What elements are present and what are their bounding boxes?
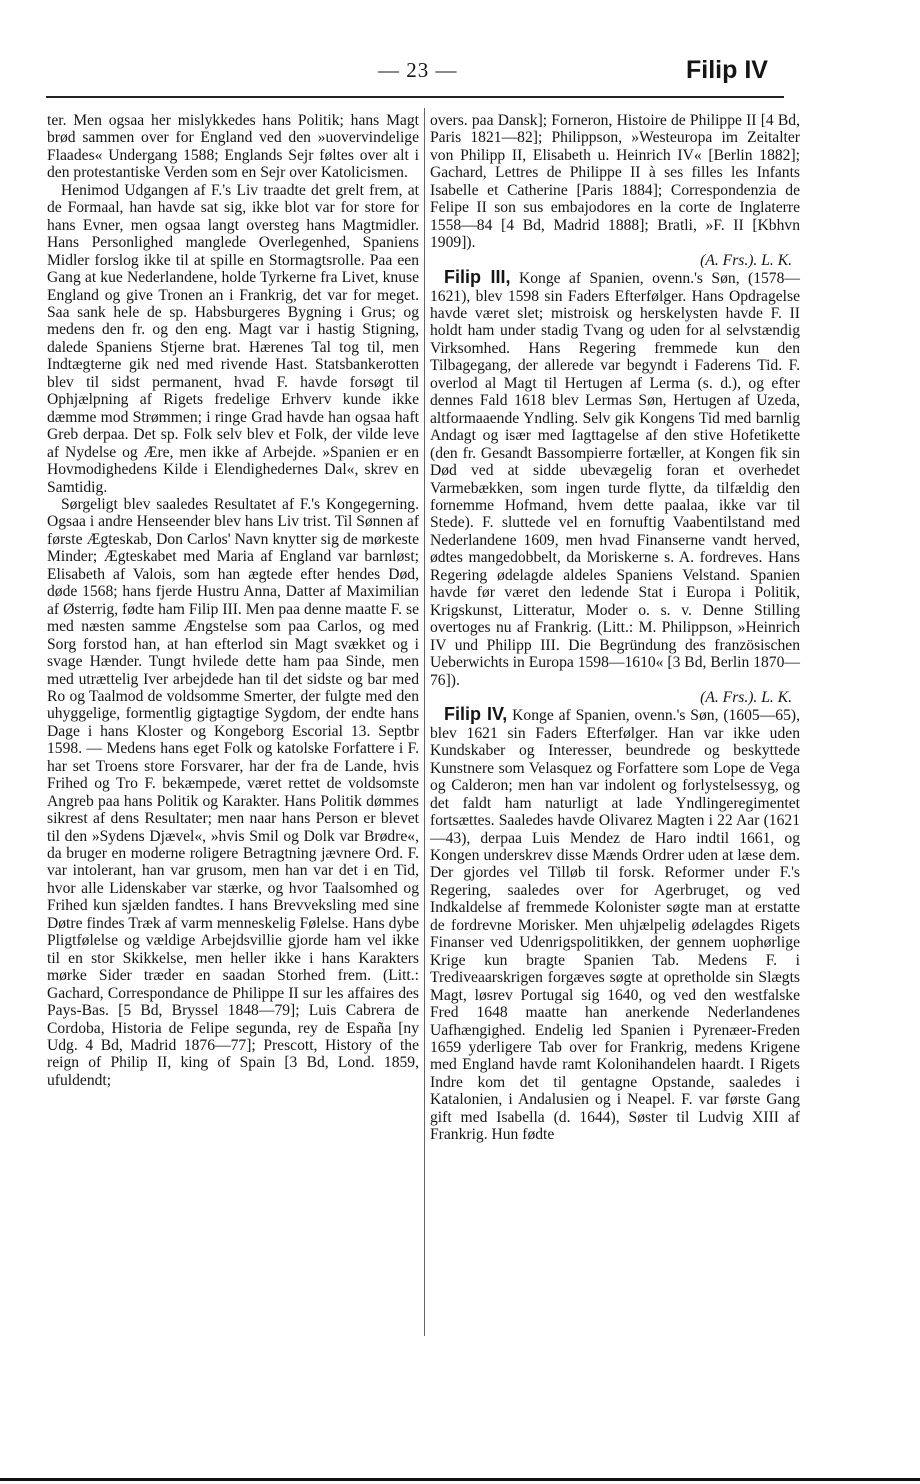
page-bottom-edge <box>0 1478 920 1481</box>
left-paragraph-2: Henimod Udgangen af F.'s Liv traadte det grelt frem, at de Formaal, han havde sat sig, ikke blot var for store for hans Evner, men ogsaa langt oversteg hans Magtmidler. Hans Personlighed manglede Overlegenhed, Spaniens Midler forslog ikke til at spille en Stormagtsrolle. Paa een Gang at kue Nederlandene, holde Tyrkerne fra Livet, knuse England og give Tronen an i Frankrig, det var for meget. Saa sank hele de sp. Habsburgeres Bygning i Grus; og medens den fr. og den eng. Magt var i hastig Stigning, dalede Spaniens Stjerne brat. Hærenes Tal tog til, men Indtægterne gik ned med rivende Hast. Statsbankerotten blev til sidst permanent, hvad F. havde forsøgt til Ophjælpning af Rigets fredelige Erhverv kunde ikke dæmme mod Strømmen; i ringe Grad havde han ogsaa haft Greb derpaa. Det sp. Folk selv blev et Folk, der vilde leve af Nydelse og Ære, men ikke af Arbejde. »Spanien er en Hovmodighedens Kilde i Elendighedernes Dal«, skrev en Samtidig. <box>47 181 419 496</box>
entry-filip-iv <box>430 706 800 1143</box>
headword-filip-iv: Filip IV, <box>444 704 508 725</box>
column-divider <box>424 108 425 1336</box>
left-paragraph-3: Sørgeligt blev saaledes Resultatet af F.'s Kongegerning. Ogsaa i andre Henseender blev hans Liv trist. Til Sønnen af første Ægteskab, Don Carlos' Navn knytter sig de mørkeste Minder; Ægteskabet med Maria af England var barnløst; Elisabeth af Valois, som han ægtede efter hendes Død, døde 1568; hans fjerde Hustru Anna, Datter af Maximilian af Østerrig, fødte ham Filip III. Men paa denne maatte F. se med næsten samme Ængstelse som paa Carlos, og med Sorg forstod han, at han efterlod sin Magt svækket og i svage Hænder. Tungt hvilede dette ham paa Sinde, men med utrættelig Iver arbejdede han til det sidste og bar med Ro og Taalmod de voldsomme Smerter, der fulgte med den uhyggelige, formentlig gigtagtige Sygdom, der endte hans Dage i hans Kloster og Kongeborg Escorial 13. Septbr 1598. — Medens hans eget Folk og katolske Forfattere i F. har set Troens store Forsvarer, har der fra de Lande, hvis Frihed og Tro F. bekæmpede, været rettet de voldsomste Angreb paa hans Politik og Karakter. Hans Politik dømmes sikrest af dens Resultater; men naar hans Person er blevet til den »Sydens Djævel«, »hvis Smil og Dolk var Brødre«, da bruger en moderne roligere Betragtning jævnere Ord. F. var intolerant, han var grusom, men han var det i en Tid, hvor alle Lidenskaber var stærke, og hvor Taalsomhed og Frihed kun sjælden fandtes. I hans Brevveksling med sine Døtre findes Træk af varm menneskelig Følelse. Hans dybe Pligtfølelse og vældige Arbejdsvillie gjorde ham vel ikke til en stor Skikkelse, men heller ikke i hans Karakters mørke Sider træder en saadan Storhed frem. (Litt.: Gachard, Correspondance de Philippe II sur les affaires des Pays-Bas. [5 Bd, Bryssel 1848—79]; Luis Cabrera de Cordoba, Historia de Felipe segunda, rey de España [ny Udg. 4 Bd, Madrid 1876—77]; Prescott, History of the reign of Philip II, king of Spain [3 Bd, Lond. 1859, ufuldendt; <box>47 495 420 1089</box>
header-rule <box>46 96 784 98</box>
entry-filip-iii <box>430 269 800 689</box>
right-paragraph-1: overs. paa Dansk]; Forneron, Histoire de Philippe II [4 Bd, Paris 1821—82]; Philippson, »Westeuropa im Zeitalter von Philipp II, Elisabeth u. Heinrich IV« [Berlin 1882]; Gachard, Lettres de Philippe II à ses filles les Infants Isabelle et Catherine [Paris 1884]; Correspondenzia de Felipe II son sus embajodores en la corte de Inglaterre 1558—84 [4 Bd, Madrid 1888]; Bratli, »F. II [Kbhvn 1909]). <box>430 112 800 252</box>
headword-filip-iii: Filip III, <box>444 267 511 288</box>
right-column <box>430 112 800 1144</box>
running-head: Filip IV <box>686 56 768 84</box>
left-column <box>47 112 419 1089</box>
page-header <box>0 56 920 96</box>
left-paragraph-1: ter. Men ogsaa her mislykkedes hans Politik; hans Magt brød sammen over for England ved den »uovervindelige Flaades« Undergang 1588; Englands Sejr føltes over alt i den protestantiske Verden som en Sejr over Katolicismen. <box>47 112 419 182</box>
entry-filip-iv-body: Konge af Spanien, ovenn.'s Søn, (1605—65), blev 1621 sin Faders Efterfølger. Han var ikke uden Kundskaber og Interesser, beundrede og beskyttede Kunstnere som Velasquez og Forfattere som Lope de Vega og Calderon; men han var indolent og forlystelsessyg, og det faldt ham naturligt at lade Yndlingeregimentet fortsættes. Saaledes havde Olivarez Magten i 22 Aar (1621—43), derpaa Luis Mendez de Haro indtil 1661, og Kongen underskrev disse Mænds Ordrer uden at læse dem. Der gjordes vel Tilløb til forsk. Reformer under F.'s Regering, saaledes over for Agerbruget, og ved Indkaldelse af fremmede Kolonister søgte man at erstatte de fordrevne Morisker. Men uhjælpelig ødelagdes Rigets Finanser ved Udenrigspolitikken, der gennem uophørlige Krige kun bragte Spanien Tab. Medens F. i Trediveaarskrigen forgæves søgte at opretholde sin Slægts Magt, løsrev Portugal sig 1640, og ved den westfalske Fred 1648 maatte han anerkende Nederlandenes Uafhængighed. Endelig led Spanien i Pyrenæer-Freden 1659 yderligere Tab over for Frankrig, medens Krigene med England havde ramt Kolonihandelen haardt. I Rigets Indre kom det til gentagne Opstande, saaledes i Katalonien, i Andalusien og i Neapel. F. var første Gang gift med Isabella (d. 1644), Søster til Ludvig XIII af Frankrig. Hun fødte <box>430 707 800 1144</box>
entry-filip-iii-body: Konge af Spanien, ovenn.'s Søn, (1578—1621), blev 1598 sin Faders Efterfølger. Hans Opdragelse havde været slet; mistroisk og herskelysten havde F. II holdt ham under stadig Tvang og uden for al selvstændig Virksomhed. Hans Regering fremmede kun den Tilbagegang, der allerede var begyndt i Faderens Tid. F. overlod al Magt til Hertugen af Lerma (s. d.), og efter dennes Fald 1618 blev Lermas Søn, Hertugen af Uzeda, altformaaende Yndling. Selv gik Kongens Tid med barnlig Andagt og især med Iagttagelse af den stive Hofetikette (den fr. Gesandt Bassompierre fortæller, at Kongen fik sin Død ved at sidde ubevægelig foran et overhedet Varmebækken, som ingen turde flytte, da tilfældig den fornemme Hofmand, hvem dette paalaa, ikke var til Stede). F. sluttede vel en fornuftig Vaabentilstand med Nederlandene 1609, men hvad Finanserne vandt herved, ødtes mangedobbelt, da Moriskerne s. A. fordreves. Hans Regering ødelagde aldeles Spaniens Velstand. Spanien havde før været den ledende Stat i Europa i Politik, Krigskunst, Litteratur, Moder o. s. v. Denne Stilling overtoges nu af Frankrig. (Litt.: M. Philippson, »Heinrich IV und Philipp III. Die Begründung des französischen Ueberwichts in Europa 1598—1610« [3 Bd, Berlin 1870—76]). <box>430 270 800 689</box>
signature-1: (A. Frs.). L. K. <box>700 251 792 269</box>
page-number: — 23 — <box>378 58 458 82</box>
signature-2: (A. Frs.). L. K. <box>700 688 792 706</box>
